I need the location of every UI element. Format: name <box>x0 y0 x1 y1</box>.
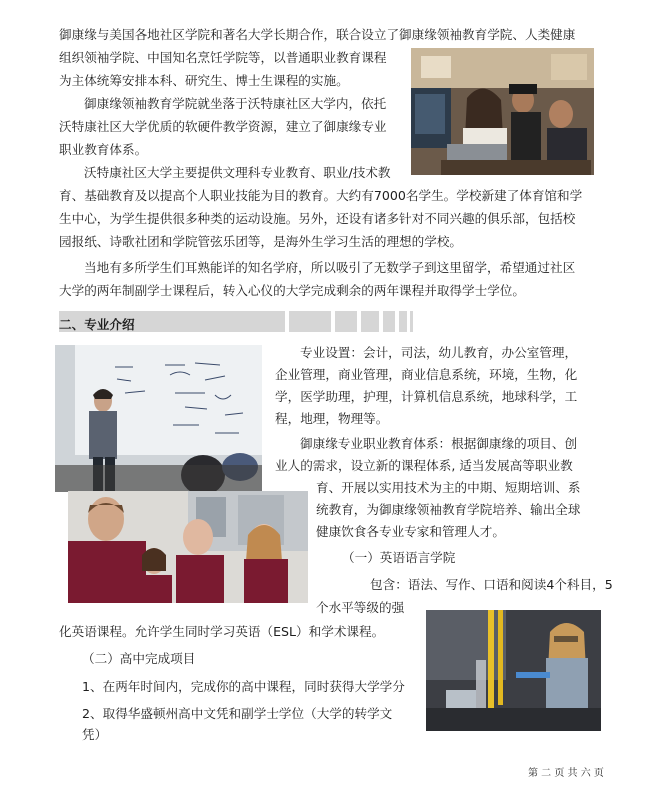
intro-p1-line2: 组织领袖学院、中国知名烹饪学院等，以普通职业教育课程 <box>59 50 387 65</box>
intro-p3-line4: 园报纸、诗歌社团和学院管弦乐团等，是海外生学习生活的理想的学校。 <box>59 234 462 249</box>
system-line4: 统教育，为御康缘领袖教育学院培养、输出全球 <box>316 502 581 517</box>
intro-p2-line2: 沃特康社区大学优质的软硬件教学资源，建立了御康缘专业 <box>59 119 387 134</box>
system-line1: 御康缘专业职业教育体系：根据御康缘的项目、创 <box>300 436 578 451</box>
intro-p4-line2: 大学的两年制副学士课程后，转入心仪的大学完成剩余的两年课程并取得学士学位。 <box>59 283 525 298</box>
system-line3: 育、开展以实用技术为主的中期、短期培训、系 <box>316 480 581 495</box>
majors-line4: 程，地理，物理等。 <box>275 411 389 426</box>
intro-p4-line1: 当地有多所学生们耳熟能详的知名学府，所以吸引了无数学子到这里留学，希望通过社区 <box>84 260 576 275</box>
intro-p1-line3: 为主体统筹安排本科、研究生、博士生课程的实施。 <box>59 73 349 88</box>
english-institute-title: （一）英语语言学院 <box>342 550 456 565</box>
lab-student-photo <box>426 610 601 731</box>
majors-line3: 学，医学助理，护理，计算机信息系统，地球科学，工 <box>275 389 578 404</box>
lecturer-whiteboard-photo <box>55 345 262 492</box>
high-school-item2: 2、取得华盛顿州高中文凭和副学士学位（大学的转学文 <box>82 706 393 721</box>
english-line1: 包含：语法、写作、口语和阅读4个科目，5 <box>370 577 613 592</box>
heading-bar <box>335 311 357 332</box>
section-title: 二、专业介绍 <box>59 317 135 332</box>
system-line5: 健康饮食各专业专家和管理人才。 <box>316 524 505 539</box>
majors-line2: 企业管理，商业管理，商业信息系统，环境，生物，化 <box>275 367 578 382</box>
system-line2: 业人的需求，设立新的课程体系, 适当发展高等职业教 <box>275 458 573 473</box>
intro-p1-line1: 御康缘与美国各地社区学院和著名大学长期合作，联合设立了御康缘领袖教育学院、人类健康 <box>59 27 576 42</box>
high-school-title: （二）高中完成项目 <box>82 651 196 666</box>
intro-p2-line1: 御康缘领袖教育学院就坐落于沃特康社区大学内，依托 <box>84 96 387 111</box>
heading-bar <box>410 311 413 332</box>
medical-students-photo <box>68 491 308 603</box>
majors-line1: 专业设置：会计，司法，幼儿教育，办公室管理， <box>300 345 578 360</box>
intro-p3-line2: 育、基础教育及以提高个人职业技能为目的教育。大约有7000名学生。学校新建了体育馆和学 <box>59 188 583 203</box>
page-number: 第 二 页 共 六 页 <box>528 768 604 779</box>
high-school-item2-cont: 凭） <box>82 727 108 742</box>
students-computer-lab-photo <box>411 48 594 175</box>
heading-bar <box>399 311 407 332</box>
heading-bar <box>289 311 331 332</box>
intro-p3-line3: 生中心，为学生提供很多种类的运动设施。另外，还设有诸多针对不同兴趣的俱乐部，包括校 <box>59 211 576 226</box>
intro-p2-line3: 职业教育体系。 <box>59 142 148 157</box>
heading-bar <box>361 311 379 332</box>
intro-p3-line1: 沃特康社区大学主要提供文理科专业教育、职业/技术教 <box>84 165 391 180</box>
english-line3: 化英语课程。允许学生同时学习英语（ESL）和学术课程。 <box>59 624 385 639</box>
english-line2: 个水平等级的强 <box>316 600 405 615</box>
heading-bar <box>383 311 395 332</box>
high-school-item1: 1、在两年时间内，完成你的高中课程，同时获得大学学分 <box>82 679 405 694</box>
